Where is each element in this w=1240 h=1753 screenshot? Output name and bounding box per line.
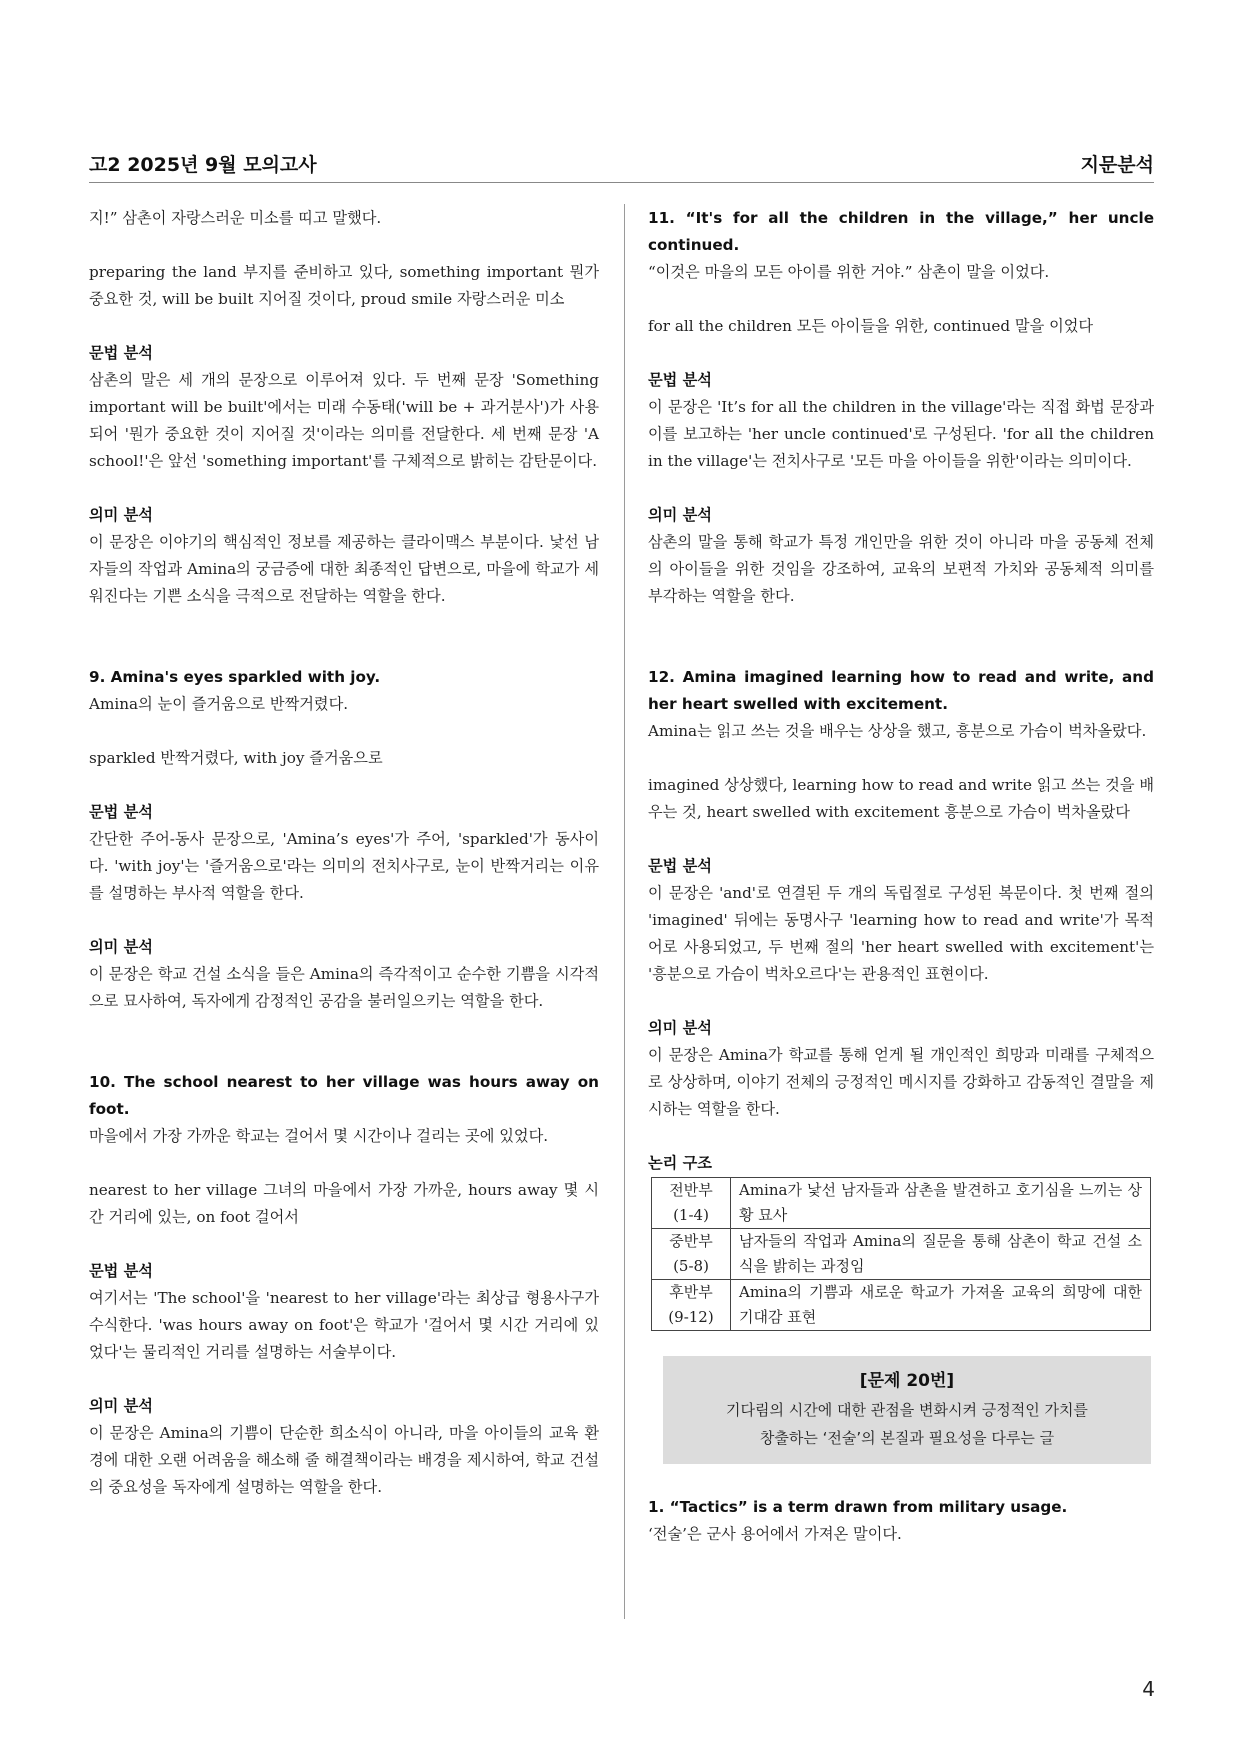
sentence-11-translation: “이것은 마을의 모든 아이를 위한 거야.” 삼촌이 말을 이었다. (648, 263, 1050, 281)
sentence-9: 9. Amina's eyes sparkled with joy. (89, 668, 381, 686)
table-row (652, 1280, 1151, 1331)
sentence-9-vocab: sparkled 반짝거렸다, with joy 즐거움으로 (89, 749, 383, 767)
grammar-text: 삼촌의 말은 세 개의 문장으로 이루어져 있다. 두 번째 문장 'Something important will be built'에서는 미래 수동태('will be + 과거분사')가 사용되어 '뭔가 중요한 것이 지어질 것'이라는 의미를 전달한다. 세 번째 문장 'A school!'은 앞선 'something important'를 구체적으로 밝히는 감탄문이다. (89, 371, 599, 470)
part-range: (9-12) (668, 1308, 714, 1326)
part-description: Amina가 낯선 남자들과 삼촌을 발견하고 호기심을 느끼는 상황 묘사 (731, 1178, 1151, 1229)
meaning-heading: 의미 분석 (648, 1019, 712, 1037)
question-description-line2: 창출하는 ‘전술’의 본질과 필요성을 다루는 글 (759, 1429, 1055, 1447)
sentence-9-translation: Amina의 눈이 즐거움으로 반짝거렸다. (89, 695, 349, 713)
sentence-12-vocab: imagined 상상했다, learning how to read and write 읽고 쓰는 것을 배우는 것, heart swelled with excitement 흥분으로 가슴이 벅차올랐다 (648, 776, 1154, 821)
table-row (652, 1178, 1151, 1229)
grammar-heading: 문법 분석 (648, 857, 712, 875)
page-number: 4 (1142, 1677, 1155, 1701)
part-range: (1-4) (673, 1206, 709, 1224)
question-box (663, 1356, 1151, 1464)
grammar-heading: 문법 분석 (89, 803, 153, 821)
logic-structure-table (651, 1177, 1151, 1331)
meaning-heading: 의미 분석 (89, 938, 153, 956)
logic-structure-heading: 논리 구조 (648, 1154, 712, 1172)
meaning-heading: 의미 분석 (89, 506, 153, 524)
part-description: Amina의 기쁨과 새로운 학교가 가져올 교육의 희망에 대한 기대감 표현 (731, 1280, 1151, 1331)
sentence-1-translation: ‘전술’은 군사 용어에서 가져온 말이다. (648, 1525, 902, 1543)
meaning-heading: 의미 분석 (89, 1397, 153, 1415)
grammar-heading: 문법 분석 (648, 371, 712, 389)
part-range: (5-8) (673, 1257, 709, 1275)
sentence-12-grammar: 이 문장은 'and'로 연결된 두 개의 독립절로 구성된 복문이다. 첫 번째 절의 'imagined' 뒤에는 동명사구 'learning how to read and write'가 목적어로 사용되었고, 두 번째 절의 'her heart swelled with excitement'는 '흥분으로 가슴이 벅차오르다'는 관용적인 표현이다. (648, 884, 1154, 983)
part-label: 전반부 (669, 1181, 713, 1199)
sentence-1: 1. “Tactics” is a term drawn from military usage. (648, 1498, 1068, 1516)
left-column (89, 205, 599, 1501)
right-column (648, 205, 1154, 1548)
sentence-12: 12. Amina imagined learning how to read and write, and her heart swelled with excitement. (648, 668, 1154, 713)
grammar-heading: 문법 분석 (89, 1262, 153, 1280)
sentence-9-grammar: 간단한 주어-동사 문장으로, 'Amina’s eyes'가 주어, 'sparkled'가 동사이다. 'with joy'는 '즐거움으로'라는 의미의 전치사구로, 눈이 반짝거리는 이유를 설명하는 부사적 역할을 한다. (89, 830, 599, 902)
sentence-10-translation: 마을에서 가장 가까운 학교는 걸어서 몇 시간이나 걸리는 곳에 있었다. (89, 1127, 549, 1145)
column-divider (624, 204, 625, 1619)
translation-text: 지!” 삼촌이 자랑스러운 미소를 띠고 말했다. (89, 209, 382, 227)
sentence-11-grammar: 이 문장은 'It’s for all the children in the village'라는 직접 화법 문장과 이를 보고하는 'her uncle continued'로 구성된다. 'for all the children in the village'는 전치사구로 '모든 마을 아이들을 위한'이라는 의미이다. (648, 398, 1154, 470)
sentence-10: 10. The school nearest to her village was hours away on foot. (89, 1073, 599, 1118)
sentence-11: 11. “It's for all the children in the village,” her uncle continued. (648, 209, 1154, 254)
grammar-heading: 문법 분석 (89, 344, 153, 362)
sentence-10-meaning: 이 문장은 Amina의 기쁨이 단순한 희소식이 아니라, 마을 아이들의 교육 환경에 대한 오랜 어려움을 해소해 줄 해결책이라는 배경을 제시하여, 학교 건설의 중요성을 독자에게 설명하는 역할을 한다. (89, 1424, 599, 1496)
sentence-10-vocab: nearest to her village 그녀의 마을에서 가장 가까운, hours away 몇 시간 거리에 있는, on foot 걸어서 (89, 1181, 599, 1226)
page-header (89, 144, 1154, 183)
sentence-11-meaning: 삼촌의 말을 통해 학교가 특정 개인만을 위한 것이 아니라 마을 공동체 전체의 아이들을 위한 것임을 강조하여, 교육의 보편적 가치와 공동체적 의미를 부각하는 역할을 한다. (648, 533, 1154, 605)
meaning-text: 이 문장은 이야기의 핵심적인 정보를 제공하는 클라이맥스 부분이다. 낯선 남자들의 작업과 Amina의 궁금증에 대한 최종적인 답변으로, 마을에 학교가 세워진다는 기쁜 소식을 극적으로 전달하는 역할을 한다. (89, 533, 599, 605)
sentence-12-translation: Amina는 읽고 쓰는 것을 배우는 상상을 했고, 흥분으로 가슴이 벅차올랐다. (648, 722, 1147, 740)
part-label: 후반부 (669, 1283, 713, 1301)
sentence-11-vocab: for all the children 모든 아이들을 위한, continued 말을 이었다 (648, 317, 1094, 335)
section-label: 지문분석 (1080, 154, 1154, 176)
meaning-heading: 의미 분석 (648, 506, 712, 524)
question-title: [문제 20번] (859, 1371, 955, 1391)
question-description-line1: 기다림의 시간에 대한 관점을 변화시켜 긍정적인 가치를 (726, 1401, 1088, 1419)
part-description: 남자들의 작업과 Amina의 질문을 통해 삼촌이 학교 건설 소식을 밝히는 과정임 (731, 1229, 1151, 1280)
sentence-9-meaning: 이 문장은 학교 건설 소식을 들은 Amina의 즉각적이고 순수한 기쁨을 시각적으로 묘사하여, 독자에게 감정적인 공감을 불러일으키는 역할을 한다. (89, 965, 599, 1010)
sentence-12-meaning: 이 문장은 Amina가 학교를 통해 얻게 될 개인적인 희망과 미래를 구체적으로 상상하며, 이야기 전체의 긍정적인 메시지를 강화하고 감동적인 결말을 제시하는 역할을 한다. (648, 1046, 1154, 1118)
exam-title: 고2 2025년 9월 모의고사 (89, 154, 317, 176)
vocab-text: preparing the land 부지를 준비하고 있다, something important 뭔가 중요한 것, will be built 지어질 것이다, proud smile 자랑스러운 미소 (89, 263, 599, 308)
table-row (652, 1229, 1151, 1280)
sentence-10-grammar: 여기서는 'The school'을 'nearest to her village'라는 최상급 형용사구가 수식한다. 'was hours away on foot'은 학교가 '걸어서 몇 시간 거리에 있었다'는 물리적인 거리를 설명하는 서술부이다. (89, 1289, 599, 1361)
part-label: 중반부 (669, 1232, 713, 1250)
